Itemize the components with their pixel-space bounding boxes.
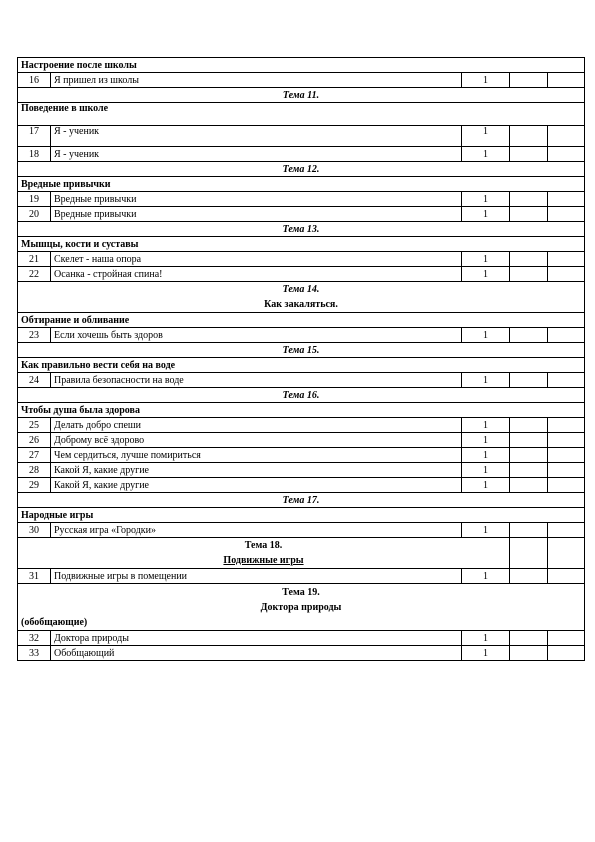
lesson-number: 27 (18, 448, 51, 463)
topic-title: Тема 17. (18, 493, 585, 508)
topic-row (18, 88, 585, 103)
lesson-hours: 1 (462, 267, 510, 282)
lesson-hours: 1 (462, 126, 510, 147)
topic-title: Тема 19. (282, 586, 320, 598)
table-row (18, 126, 585, 147)
lesson-title: Правила безопасности на воде (51, 373, 462, 388)
empty-cell (548, 646, 585, 661)
section-row (18, 508, 585, 523)
lesson-number: 20 (18, 207, 51, 222)
empty-cell (548, 569, 585, 584)
empty-cell (510, 147, 548, 162)
topic-row (18, 388, 585, 403)
empty-cell (510, 478, 548, 493)
lesson-hours: 1 (462, 73, 510, 88)
lesson-number: 30 (18, 523, 51, 538)
table-row (18, 448, 585, 463)
lesson-title: Скелет - наша опора (51, 252, 462, 267)
topic-subtitle: Как закаляться. (264, 299, 338, 310)
empty-cell (548, 631, 585, 646)
lesson-title: Осанка - стройная спина! (51, 267, 462, 282)
lesson-title: Обобщающий (51, 646, 462, 661)
lesson-hours: 1 (462, 433, 510, 448)
table-row (18, 631, 585, 646)
empty-cell (510, 569, 548, 584)
table-row (18, 569, 585, 584)
table-row (18, 252, 585, 267)
empty-cell (510, 418, 548, 433)
table-row (18, 73, 585, 88)
lesson-title: Я - ученик (51, 126, 462, 147)
lesson-title: Делать добро спеши (51, 418, 462, 433)
lesson-number: 31 (18, 569, 51, 584)
topic-header (18, 538, 510, 569)
lesson-hours: 1 (462, 646, 510, 661)
section-row (18, 358, 585, 373)
topic-title: Тема 11. (18, 88, 585, 103)
empty-cell (510, 126, 548, 147)
section-title: Вредные привычки (18, 177, 585, 192)
section-row (18, 103, 585, 126)
topic-title: Тема 16. (18, 388, 585, 403)
empty-cell (548, 126, 585, 147)
table-row (18, 328, 585, 343)
lesson-title: Вредные привычки (51, 192, 462, 207)
section-title: Народные игры (18, 508, 585, 523)
empty-cell (510, 207, 548, 222)
lesson-number: 32 (18, 631, 51, 646)
topic-header (18, 282, 585, 313)
lesson-title: Чем сердиться, лучше помириться (51, 448, 462, 463)
empty-cell (548, 207, 585, 222)
empty-cell (510, 192, 548, 207)
topic-subtitle: Доктора природы (260, 601, 342, 613)
topic-title: Тема 14. (282, 284, 320, 295)
empty-cell (548, 463, 585, 478)
topic-row (18, 222, 585, 237)
lesson-title: Если хочешь быть здоров (51, 328, 462, 343)
lesson-number: 22 (18, 267, 51, 282)
empty-cell (548, 252, 585, 267)
topic-row (18, 343, 585, 358)
lesson-hours: 1 (462, 478, 510, 493)
lesson-hours: 1 (462, 328, 510, 343)
empty-cell (548, 73, 585, 88)
lesson-hours: 1 (462, 192, 510, 207)
topic-title: Тема 15. (18, 343, 585, 358)
lesson-number: 28 (18, 463, 51, 478)
lesson-number: 18 (18, 147, 51, 162)
empty-cell (510, 463, 548, 478)
empty-cell (548, 147, 585, 162)
topic-subtitle: Подвижные игры (223, 555, 304, 566)
empty-cell (548, 448, 585, 463)
lesson-number: 24 (18, 373, 51, 388)
empty-cell (510, 631, 548, 646)
lesson-hours: 1 (462, 207, 510, 222)
topic-title: Тема 13. (18, 222, 585, 237)
lesson-hours: 1 (462, 373, 510, 388)
topic-note: (обобщающие) (21, 616, 88, 628)
section-title: Мышцы, кости и суставы (18, 237, 585, 252)
section-title: Поведение в школе (18, 103, 585, 126)
empty-cell (510, 73, 548, 88)
section-row (18, 403, 585, 418)
lesson-title: Какой Я, какие другие (51, 463, 462, 478)
empty-cell (548, 328, 585, 343)
table-row (18, 418, 585, 433)
lesson-hours: 1 (462, 448, 510, 463)
table-row (18, 478, 585, 493)
table-row (18, 463, 585, 478)
lesson-title: Я - ученик (51, 147, 462, 162)
empty-cell (510, 328, 548, 343)
table-row (18, 523, 585, 538)
empty-cell (510, 523, 548, 538)
lesson-number: 23 (18, 328, 51, 343)
lesson-number: 21 (18, 252, 51, 267)
lesson-hours: 1 (462, 252, 510, 267)
lesson-title: Вредные привычки (51, 207, 462, 222)
empty-cell (548, 538, 585, 569)
empty-cell (510, 433, 548, 448)
lesson-title: Какой Я, какие другие (51, 478, 462, 493)
lesson-number: 25 (18, 418, 51, 433)
empty-cell (548, 418, 585, 433)
section-title: Чтобы душа была здорова (18, 403, 585, 418)
topic-title: Тема 18. (244, 540, 283, 551)
lesson-hours: 1 (462, 523, 510, 538)
empty-cell (510, 373, 548, 388)
topic-row (18, 162, 585, 177)
empty-cell (510, 267, 548, 282)
lesson-title: Русская игра «Городки» (51, 523, 462, 538)
empty-cell (510, 538, 548, 569)
table-row (18, 373, 585, 388)
empty-cell (548, 523, 585, 538)
lesson-hours: 1 (462, 631, 510, 646)
lesson-title: Подвижные игры в помещении (51, 569, 462, 584)
lesson-number: 26 (18, 433, 51, 448)
lesson-hours: 1 (462, 418, 510, 433)
lesson-number: 29 (18, 478, 51, 493)
empty-cell (510, 252, 548, 267)
table-row (18, 646, 585, 661)
lesson-plan-table (17, 57, 585, 661)
table-row (18, 147, 585, 162)
topic-title: Тема 12. (18, 162, 585, 177)
lesson-hours: 1 (462, 147, 510, 162)
lesson-number: 17 (18, 126, 51, 147)
lesson-number: 33 (18, 646, 51, 661)
topic-row (18, 538, 585, 569)
section-row (18, 237, 585, 252)
table-row (18, 433, 585, 448)
section-title: Настроение после школы (18, 58, 585, 73)
lesson-number: 16 (18, 73, 51, 88)
lesson-hours: 1 (462, 463, 510, 478)
table-row (18, 267, 585, 282)
empty-cell (548, 478, 585, 493)
table-row (18, 207, 585, 222)
topic-row (18, 282, 585, 313)
section-title: Как правильно вести себя на воде (18, 358, 585, 373)
lesson-hours: 1 (462, 569, 510, 584)
topic-row (18, 493, 585, 508)
table-row (18, 192, 585, 207)
empty-cell (548, 267, 585, 282)
empty-cell (510, 448, 548, 463)
lesson-title: Доброму всё здорово (51, 433, 462, 448)
section-row (18, 58, 585, 73)
empty-cell (548, 433, 585, 448)
empty-cell (510, 646, 548, 661)
empty-cell (548, 373, 585, 388)
section-row (18, 177, 585, 192)
section-title: Обтирание и обливание (18, 313, 585, 328)
topic-header (18, 584, 585, 631)
empty-cell (548, 192, 585, 207)
lesson-title: Я пришел из школы (51, 73, 462, 88)
lesson-title: Доктора природы (51, 631, 462, 646)
lesson-number: 19 (18, 192, 51, 207)
topic-row (18, 584, 585, 631)
section-row (18, 313, 585, 328)
